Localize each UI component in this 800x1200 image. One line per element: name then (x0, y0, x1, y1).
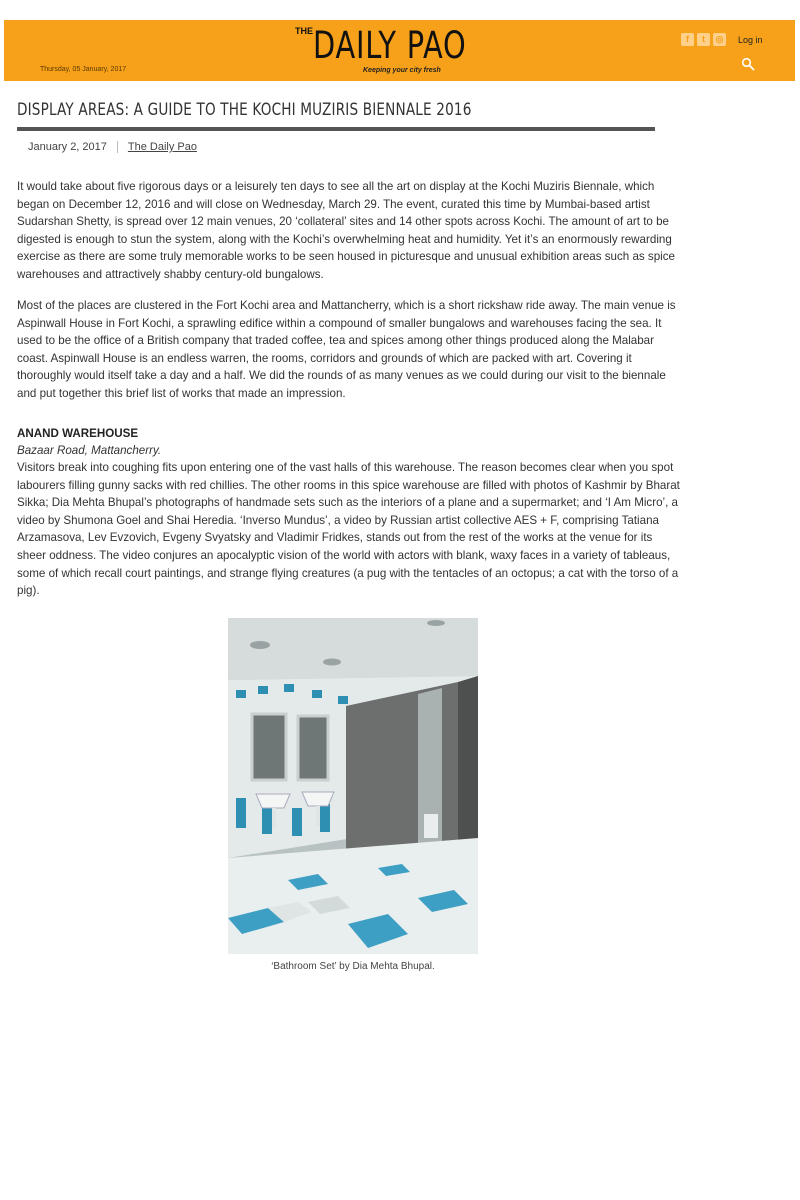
logo-name: DAILY PAO (313, 24, 467, 67)
article-title: DISPLAY AREAS: A GUIDE TO THE KOCHI MUZIRIS BIENNALE 2016 (17, 100, 472, 120)
author-link[interactable]: The Daily Pao (127, 141, 197, 153)
venue-section (17, 425, 682, 600)
logo-the: THE (295, 26, 313, 36)
facebook-icon[interactable]: f (681, 33, 694, 46)
logo-tagline: Keeping your city fresh (363, 67, 441, 74)
meta-separator (117, 141, 118, 153)
social-links (681, 33, 726, 46)
article-meta (28, 141, 197, 153)
header-date: Thursday, 05 January, 2017 (40, 66, 127, 73)
site-logo[interactable] (295, 24, 505, 78)
title-divider (17, 127, 655, 131)
search-icon[interactable] (741, 57, 755, 71)
venue-location: Bazaar Road, Mattancherry. (17, 444, 162, 457)
venue-heading: ANAND WAREHOUSE (17, 427, 139, 440)
venue-description: Visitors break into coughing fits upon entering one of the vast halls of this warehouse. The reason becomes clear when you spot labourers filling gunny sacks with red chillies. The other rooms in this spice warehouse are filled with photos of Kashmir by Bharat Sikka; Dia Mehta Bhupal’s photographs of handmade sets such as the interiors of a plane and a supermarket; and ‘I Am Micro’, a video by Shumona Goel and Shai Heredia. ‘Inverso Mundus’, a video by Russian artist collective AES + F, comprising Tatiana Arzamasova, Lev Evzovich, Evgeny Svyatsky and Vladimir Fridkes, stands out from the rest of the works at the venue for its sheer oddness. The video conjures an apocalyptic vision of the world with actors with blank, waxy faces in a variety of tableaus, some of which recall court paintings, and strange flying creatures (a pug with the tentacles of an octopus; a cat with the torso of a pig). (17, 461, 680, 598)
figure-caption: ‘Bathroom Set’ by Dia Mehta Bhupal. (271, 961, 435, 972)
instagram-icon[interactable]: ◎ (713, 33, 726, 46)
article-paragraph: It would take about five rigorous days or a leisurely ten days to see all the art on display at the Kochi Muziris Biennale, which began on December 12, 2016 and will close on Wednesday, March 29. The event, curated this time by Mumbai-based artist Sudarshan Shetty, is spread over 12 main venues, 20 ‘collateral’ sites and 14 other spots across Kochi. The amount of art to be digested is enough to stun the system, along with the Kochi’s overwhelming heat and humidity. Yet it’s an enormously rewarding exercise as there are some truly memorable works to be seen housed in picturesque and unusual exhibition areas such as spice warehouses and attractively shabby century-old bungalows. (17, 180, 675, 281)
bathroom-set-photo (228, 618, 478, 954)
twitter-icon[interactable]: t (697, 33, 710, 46)
login-link[interactable]: Log in (738, 35, 763, 45)
article-paragraph: Most of the places are clustered in the Fort Kochi area and Mattancherry, which is a short rickshaw ride away. The main venue is Aspinwall House in Fort Kochi, a sprawling edifice within a compound of smaller bungalows and warehouses facing the sea. It used to be the office of a British company that traded coffee, tea and spices among other things produced along the Malabar coast. Aspinwall House is an endless warren, the rooms, corridors and grounds of which are packed with art. Covering it thoroughly would itself take a day and a half. We did the rounds of as many venues as we could during our visit to the biennale and put together this brief list of works that made an impression. (17, 299, 676, 400)
site-header (4, 20, 795, 81)
article-date: January 2, 2017 (28, 141, 107, 153)
